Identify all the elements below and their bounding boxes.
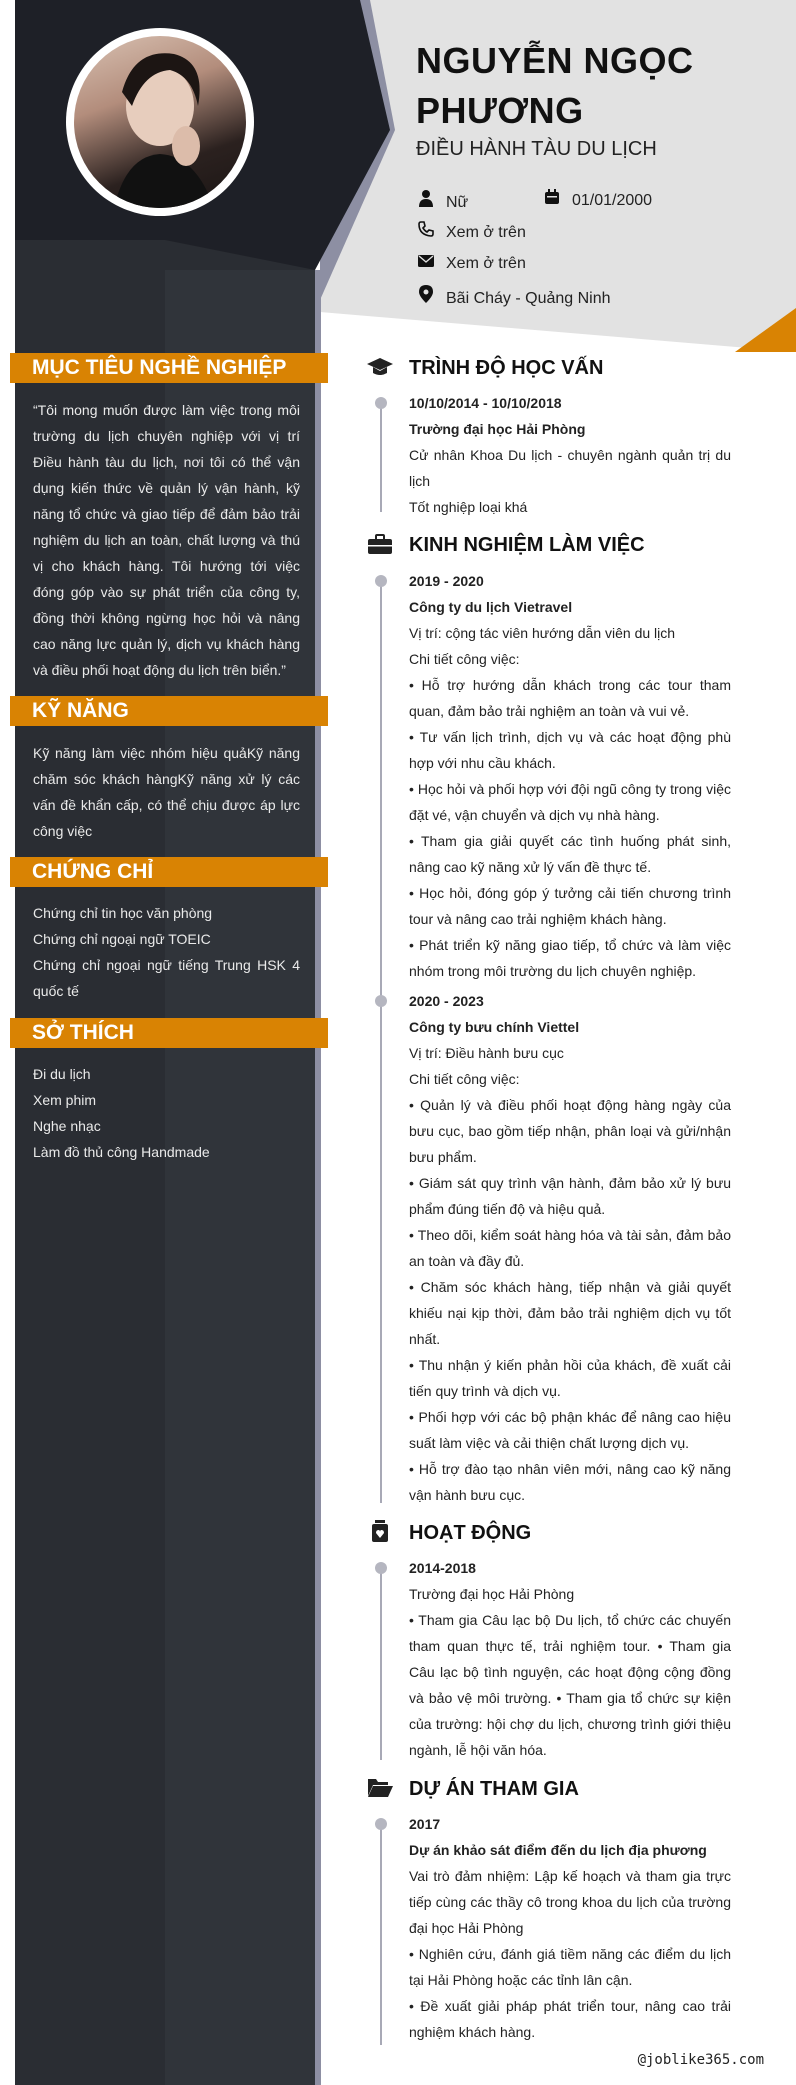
objective-text: “Tôi mong muốn được làm việc trong môi trường du lịch chuyên nghiệp với vị trí Điều hành tàu du lịch, nơi tôi có thể vận dụng kiến thức về quản lý vận hành, kỹ năng tổ chức và giao tiếp để đảm bảo trải nghiệm du lịch an toàn, chất lượng và thú vị cho khách hàng. Tôi hướng tới việc đóng góp vào sự phát triển của công ty, đồng thời không ngừng học hỏi và nâng cao năng lực quản lý, dịch vụ khách hàng và điều phối hoạt động du lịch trên biển.” — [33, 402, 300, 678]
job-line: • Phối hợp với các bộ phận khác để nâng cao hiệu suất làm việc và cải thiện chất lượng dịch vụ. — [409, 1409, 731, 1451]
timeline-dot — [375, 397, 387, 409]
timeline-dot — [375, 995, 387, 1007]
job-title: ĐIỀU HÀNH TÀU DU LỊCH — [416, 138, 657, 160]
birthday-row — [542, 189, 652, 211]
email-row — [416, 253, 526, 275]
timeline-dot — [375, 1562, 387, 1574]
job-line: • Hỗ trợ đào tạo nhân viên mới, nâng cao kỹ năng vận hành bưu cục. — [409, 1461, 731, 1503]
briefcase-icon — [367, 533, 393, 559]
job-line: Vị trí: cộng tác viên hướng dẫn viên du lịch — [409, 625, 676, 641]
candidate-name: NGUYỄN NGỌC PHƯƠNG — [416, 40, 694, 131]
job-date: 2020 - 2023 — [409, 993, 484, 1009]
job-company: Công ty du lịch Vietravel — [409, 599, 573, 615]
job-line: • Hỗ trợ hướng dẫn khách trong các tour tham quan, đảm bảo trải nghiệm an toàn và vui vẻ. — [409, 677, 731, 719]
project-entry — [409, 1811, 731, 2045]
project-date: 2017 — [409, 1816, 441, 1832]
job-line: • Học hỏi và phối hợp với đội ngũ công ty trong việc đặt vé, vận chuyển và dịch vụ nhà hàng. — [409, 781, 731, 823]
hobby-item: Nghe nhạc — [33, 1118, 101, 1134]
certificate-item: Chứng chỉ ngoại ngữ TOEIC — [33, 931, 211, 947]
experience-entry — [409, 568, 731, 984]
avatar-image — [74, 36, 246, 208]
calendar-icon — [542, 189, 562, 212]
job-line: Vị trí: Điều hành bưu cục — [409, 1045, 564, 1061]
education-heading: TRÌNH ĐỘ HỌC VẤN — [409, 357, 604, 379]
avatar — [74, 36, 246, 208]
job-line: • Quản lý và điều phối hoạt động hàng ngày của bưu cục, bao gồm tiếp nhận, phân loại và gửi/nhận bưu phẩm. — [409, 1097, 731, 1165]
phone-icon — [416, 221, 436, 244]
job-line: • Học hỏi, đóng góp ý tưởng cải tiến chương trình tour và nâng cao trải nghiệm khách hàng. — [409, 885, 731, 927]
job-line: • Thu nhận ý kiến phản hồi của khách, đề xuất cải tiến quy trình và dịch vụ. — [409, 1357, 731, 1399]
timeline-line — [380, 577, 382, 1503]
hobby-item: Đi du lịch — [33, 1066, 91, 1082]
job-line: Chi tiết công việc: — [409, 1071, 520, 1087]
project-name: Dự án khảo sát điểm đến du lịch địa phương — [409, 1842, 707, 1858]
certificate-item: Chứng chỉ tin học văn phòng — [33, 905, 213, 921]
folder-icon — [367, 1776, 393, 1802]
experience-heading: KINH NGHIỆM LÀM VIỆC — [409, 534, 645, 556]
hobbies-list — [33, 1061, 300, 1165]
hobby-item: Xem phim — [33, 1092, 97, 1108]
gender-row — [416, 189, 468, 211]
activity-entry — [409, 1555, 731, 1763]
job-line: • Phát triển kỹ năng giao tiếp, tổ chức và làm việc nhóm trong môi trường du lịch chuyên nghiệp. — [409, 937, 731, 979]
projects-heading: DỰ ÁN THAM GIA — [409, 1778, 579, 1800]
birthday-value: 01/01/2000 — [572, 192, 653, 209]
timeline-line — [380, 1820, 382, 2045]
job-company: Công ty bưu chính Viettel — [409, 1019, 580, 1035]
job-line: • Tư vấn lịch trình, dịch vụ và các hoạt động phù hợp với nhu cầu khách. — [409, 729, 731, 771]
phone-value: Xem ở trên — [446, 224, 526, 241]
location-pin-icon — [416, 285, 436, 310]
education-date: 10/10/2014 - 10/10/2018 — [409, 395, 562, 411]
job-line: • Theo dõi, kiểm soát hàng hóa và tài sản, đảm bảo an toàn và đầy đủ. — [409, 1227, 731, 1269]
timeline-line — [380, 400, 382, 512]
certificate-item: Chứng chỉ ngoại ngữ tiếng Trung HSK 4 quốc tế — [33, 957, 300, 999]
job-line: • Tham gia giải quyết các tình huống phát sinh, nâng cao kỹ năng xử lý vấn đề thực tế. — [409, 833, 731, 875]
project-line: • Nghiên cứu, đánh giá tiềm năng các điểm du lịch tại Hải Phòng hoặc các tỉnh lân cận. — [409, 1946, 731, 1988]
activities-heading: HOẠT ĐỘNG — [409, 1522, 532, 1544]
objective-heading: MỤC TIÊU NGHỀ NGHIỆP — [10, 353, 328, 383]
certificates-list — [33, 900, 300, 1004]
activity-org: Trường đại học Hải Phòng — [409, 1586, 575, 1602]
address-row — [416, 285, 611, 307]
badge-icon — [367, 1520, 393, 1546]
address-value: Bãi Cháy - Quảng Ninh — [446, 290, 611, 307]
skills-heading: KỸ NĂNG — [10, 696, 328, 726]
certificates-heading: CHỨNG CHỈ — [10, 857, 328, 887]
footer-watermark: @joblike365.com — [637, 2052, 764, 2068]
job-line: Chi tiết công việc: — [409, 651, 520, 667]
timeline-dot — [375, 575, 387, 587]
hobbies-heading: SỞ THÍCH — [10, 1018, 328, 1048]
job-line: • Chăm sóc khách hàng, tiếp nhận và giải quyết khiếu nại kịp thời, đảm bảo trải nghiệm dịch vụ tốt nhất. — [409, 1279, 731, 1347]
education-entry — [409, 390, 731, 520]
education-line: Cử nhân Khoa Du lịch - chuyên ngành quản trị du lịch — [409, 447, 731, 489]
job-line: • Giám sát quy trình vận hành, đảm bảo xử lý bưu phẩm đúng tiến độ và hiệu quả. — [409, 1175, 731, 1217]
education-school: Trường đại học Hải Phòng — [409, 421, 586, 437]
skills-text: Kỹ năng làm việc nhóm hiệu quảKỹ năng chăm sóc khách hàngKỹ năng xử lý các vấn đề khẩn cấp, có thể chịu được áp lực công việc — [33, 745, 300, 839]
graduation-cap-icon — [367, 356, 393, 382]
phone-row — [416, 221, 526, 243]
gender-value: Nữ — [446, 194, 469, 211]
experience-entry — [409, 988, 731, 1508]
timeline-line — [380, 1564, 382, 1760]
hobby-item: Làm đồ thủ công Handmade — [33, 1144, 210, 1160]
envelope-icon — [416, 253, 436, 275]
divider-line — [315, 270, 321, 2085]
job-date: 2019 - 2020 — [409, 573, 484, 589]
timeline-dot — [375, 1818, 387, 1830]
education-line: Tốt nghiệp loại khá — [409, 499, 528, 515]
email-value: Xem ở trên — [446, 255, 526, 272]
project-line: • Đề xuất giải pháp phát triển tour, nâng cao trải nghiệm khách hàng. — [409, 1998, 731, 2040]
activity-text: • Tham gia Câu lạc bộ Du lịch, tổ chức các chuyến tham quan thực tế, trải nghiệm tour. • Tham gia Câu lạc bộ tình nguyện, các hoạt động cộng đồng và bảo vệ môi trường. • Tham gia tổ chức sự kiện của trường: hội chợ du lịch, chương trình giới thiệu ngành, lễ hội văn hóa. — [409, 1612, 731, 1758]
project-line: Vai trò đảm nhiệm: Lập kế hoạch và tham gia trực tiếp cùng các thầy cô trong khoa du lịch của trường đại học Hải Phòng — [409, 1868, 731, 1936]
activity-date: 2014-2018 — [409, 1560, 476, 1576]
user-icon — [416, 189, 436, 214]
